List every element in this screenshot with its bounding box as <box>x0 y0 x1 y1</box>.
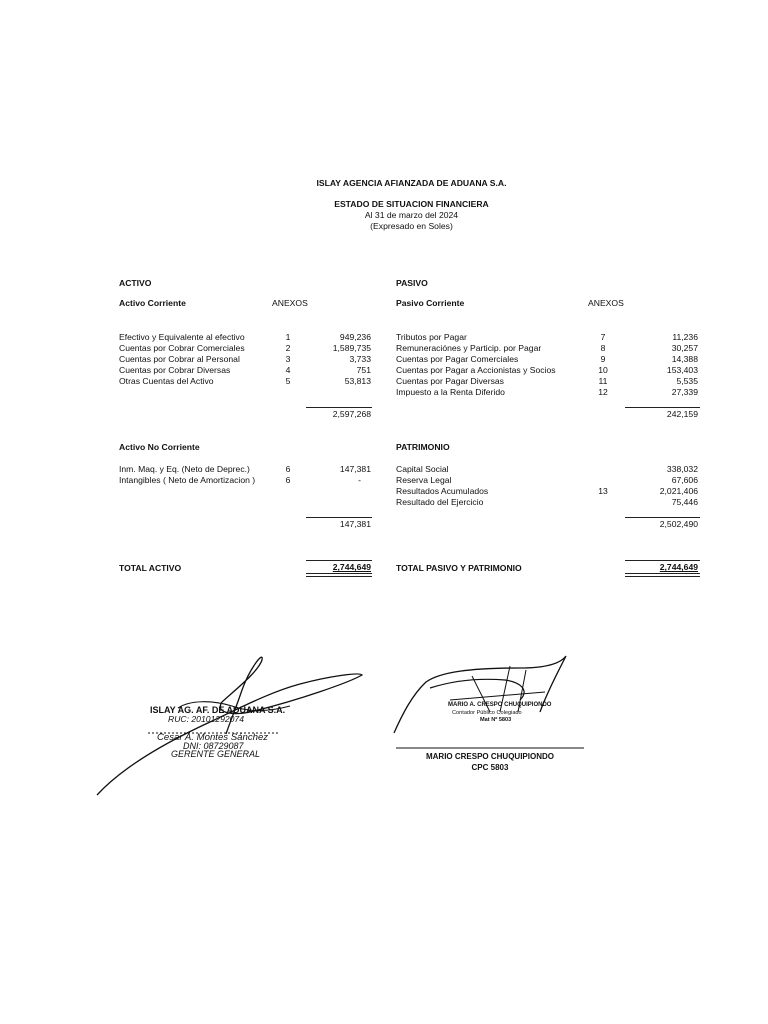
item-value: 2,021,406 <box>659 486 698 496</box>
total-pasivo-patrimonio-value: 2,744,649 <box>659 562 698 572</box>
item-value: 3,733 <box>349 354 371 364</box>
statement-title: ESTADO DE SITUACION FINANCIERA <box>334 199 489 209</box>
item-value: 75,446 <box>671 497 698 507</box>
item-anexo: 7 <box>600 332 606 342</box>
item-name: Resultados Acumulados <box>396 486 489 496</box>
item-value: 27,339 <box>671 387 698 397</box>
pasivo-heading: PASIVO <box>396 278 428 288</box>
item-name: Cuentas por Cobrar Comerciales <box>119 343 245 353</box>
gerente-dni: DNI: 08729087 <box>183 741 244 751</box>
item-value: 147,381 <box>339 464 371 474</box>
item-value: 14,388 <box>671 354 698 364</box>
pasivo-anexos-header: ANEXOS <box>588 298 624 308</box>
item-anexo: 8 <box>600 343 606 353</box>
total-pasivo-patrimonio-label: TOTAL PASIVO Y PATRIMONIO <box>396 563 522 573</box>
item-name: Impuesto a la Renta Diferido <box>396 387 505 397</box>
statement-date: Al 31 de marzo del 2024 <box>364 210 459 220</box>
item-name: Cuentas por Pagar a Accionistas y Socios <box>396 365 556 375</box>
contador-stamp-mat: Mat Nº 5803 <box>480 717 512 723</box>
pasivo-corriente-subtotal: 242,159 <box>666 409 698 419</box>
item-anexo: 5 <box>285 376 291 386</box>
item-anexo: 6 <box>285 464 291 474</box>
item-anexo: 3 <box>285 354 291 364</box>
item-value: 53,813 <box>344 376 371 386</box>
item-anexo: 6 <box>285 475 291 485</box>
contador-stamp-name: MARIO A. CRESPO CHUQUIPIONDO <box>448 702 552 708</box>
item-name: Capital Social <box>396 464 449 474</box>
gerente-name: Cesar A. Montes Sánchez <box>157 732 269 743</box>
patrimonio-subtotal: 2,502,490 <box>659 519 698 529</box>
item-name: Inm. Maq. y Eq. (Neto de Deprec.) <box>119 464 250 474</box>
item-anexo: 9 <box>600 354 606 364</box>
gerente-stamp-company: ISLAY AG. AF. DE ADUANA S.A. <box>150 705 286 715</box>
contador-name: MARIO CRESPO CHUQUIPIONDO <box>425 752 554 761</box>
item-value: 30,257 <box>671 343 698 353</box>
total-activo-label: TOTAL ACTIVO <box>119 563 182 573</box>
activo-no-corriente-subtotal: 147,381 <box>339 519 371 529</box>
contador-stamp-title: Contador Público Colegiado <box>452 710 522 716</box>
item-value: 153,403 <box>666 365 698 375</box>
item-value: 1,589,735 <box>332 343 371 353</box>
item-name: Reserva Legal <box>396 475 452 485</box>
item-anexo: 1 <box>285 332 291 342</box>
activo-heading: ACTIVO <box>119 278 152 288</box>
gerente-role: GERENTE GENERAL <box>171 749 261 759</box>
item-name: Cuentas por Cobrar Diversas <box>119 365 231 375</box>
item-name: Remuneraciónes y Particip. por Pagar <box>396 343 542 353</box>
company-name: ISLAY AGENCIA AFIANZADA DE ADUANA S.A. <box>316 178 507 188</box>
patrimonio-heading: PATRIMONIO <box>396 442 450 452</box>
item-value: - <box>358 475 361 485</box>
contador-cpc: CPC 5803 <box>471 763 509 772</box>
item-name: Intangibles ( Neto de Amortizacion ) <box>119 475 256 485</box>
activo-corriente-subtotal: 2,597,268 <box>332 409 371 419</box>
item-name: Otras Cuentas del Activo <box>119 376 214 386</box>
pasivo-corriente-heading: Pasivo Corriente <box>396 298 465 308</box>
item-anexo: 4 <box>285 365 291 375</box>
activo-corriente-heading: Activo Corriente <box>119 298 186 308</box>
item-value: 67,606 <box>671 475 698 485</box>
item-name: Resultado del Ejercicio <box>396 497 484 507</box>
item-value: 338,032 <box>666 464 698 474</box>
item-anexo: 10 <box>598 365 608 375</box>
item-name: Cuentas por Pagar Diversas <box>396 376 504 386</box>
item-value: 5,535 <box>676 376 698 386</box>
item-anexo: 12 <box>598 387 608 397</box>
item-value: 11,236 <box>672 332 698 342</box>
item-value: 751 <box>356 365 371 375</box>
item-anexo: 13 <box>598 486 608 496</box>
item-anexo: 11 <box>598 376 608 386</box>
activo-no-corriente-heading: Activo No Corriente <box>119 442 200 452</box>
total-activo-value: 2,744,649 <box>332 562 371 572</box>
item-value: 949,236 <box>339 332 371 342</box>
activo-anexos-header: ANEXOS <box>272 298 308 308</box>
item-name: Efectivo y Equivalente al efectivo <box>119 332 245 342</box>
gerente-ruc: RUC: 20101292074 <box>168 714 244 724</box>
item-name: Tributos por Pagar <box>396 332 467 342</box>
item-name: Cuentas por Cobrar al Personal <box>119 354 240 364</box>
currency-note: (Expresado en Soles) <box>370 221 453 231</box>
item-anexo: 2 <box>285 343 291 353</box>
item-name: Cuentas por Pagar Comerciales <box>396 354 519 364</box>
